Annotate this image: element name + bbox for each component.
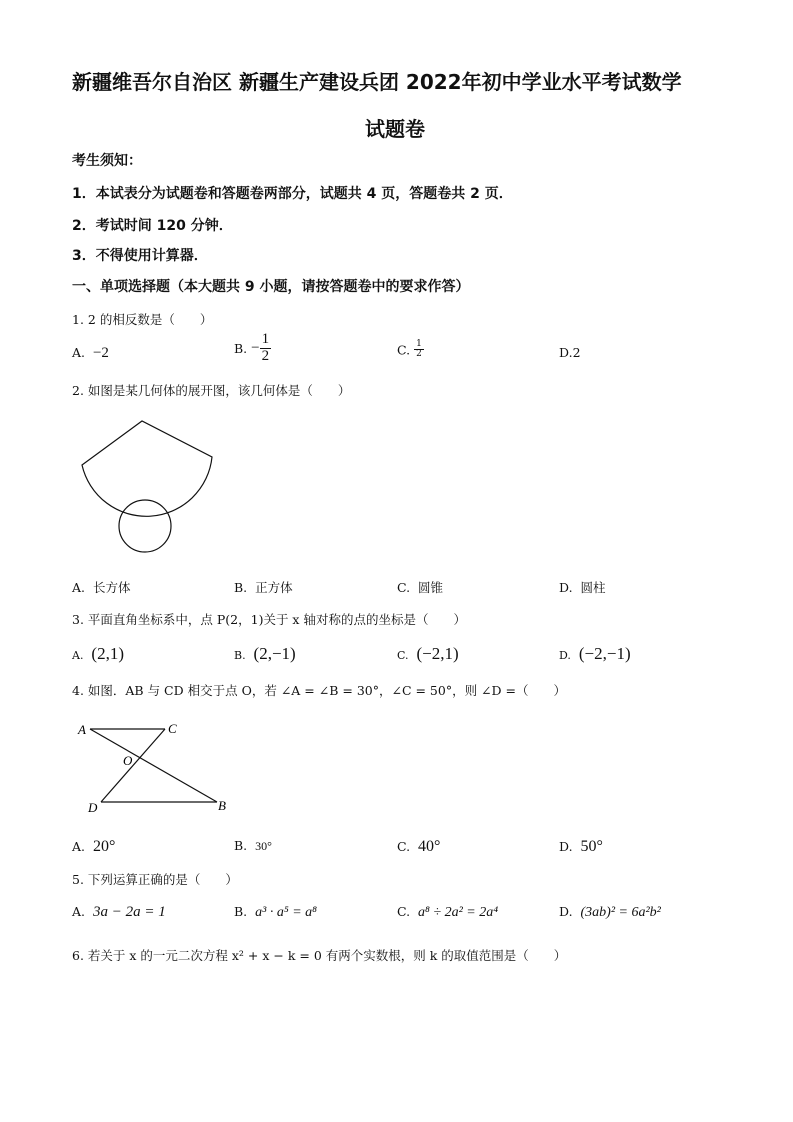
- question-3-stem: 3. 平面直角坐标系中，点 P(2，1)关于 x 轴对称的点的坐标是（ ）: [72, 612, 466, 627]
- question-3-option-c: C. (−2,1): [397, 644, 459, 663]
- question-1-option-b: B. − $\frac{1}{2}$: [234, 331, 270, 364]
- question-4-option-c: C. 40°: [397, 838, 441, 855]
- label-d: D: [88, 800, 98, 815]
- question-2-stem: 2. 如图是某几何体的展开图，该几何体是（ ）: [72, 383, 351, 398]
- question-3-option-a: A. (2,1): [72, 644, 124, 663]
- label-a: A: [78, 722, 86, 737]
- question-5-stem: 5. 下列运算正确的是（ ）: [72, 872, 238, 887]
- question-4-option-a: A. 20°: [72, 838, 116, 855]
- label-o: O: [123, 753, 133, 768]
- question-5-option-a: A. 3a − 2a = 1: [72, 904, 166, 920]
- page-title-line1: 新疆维吾尔自治区 新疆生产建设兵团 2022年初中学业水平考试数学: [72, 70, 682, 94]
- question-2-option-b: B. 正方体: [234, 580, 293, 595]
- question-1-stem: 1. 2 的相反数是（ ）: [72, 312, 213, 327]
- question-2-option-c: C. 圆锥: [397, 580, 444, 595]
- question-2-option-a: A. 长方体: [72, 580, 131, 595]
- question-2-option-d: D. 圆柱: [559, 580, 606, 595]
- section-heading: 一、单项选择题（本大题共 9 小题，请按答题卷中的要求作答）: [72, 279, 470, 295]
- notice-heading: 考生须知：: [72, 153, 142, 169]
- base-circle: [119, 500, 171, 552]
- segment-ab: [90, 729, 217, 802]
- question-6-stem: 6. 若关于 x 的一元二次方程 x² + x − k = 0 有两个实数根，则 k 的取值范围是（ ）: [72, 948, 567, 963]
- segment-cd: [101, 729, 165, 802]
- notice-item: 3．不得使用计算器．: [72, 248, 208, 264]
- intersecting-lines-figure: [72, 716, 242, 816]
- question-4-option-b: B. 30°: [234, 838, 272, 853]
- page-title-line2: 试题卷: [365, 117, 425, 141]
- question-4-option-d: D. 50°: [559, 838, 603, 855]
- question-1-option-c: C. $\frac{1}{2}$: [397, 339, 422, 360]
- question-3-option-d: D. (−2,−1): [559, 644, 631, 663]
- net-figure: [72, 415, 232, 560]
- question-5-option-b: B. a³ · a⁵ = a⁸: [234, 904, 318, 920]
- notice-item: 2．考试时间 120 分钟．: [72, 218, 233, 234]
- question-4-stem: 4. 如图．AB 与 CD 相交于点 O，若 ∠A = ∠B = 30°，∠C = 50°，则 ∠D =（ ）: [72, 683, 567, 698]
- sector-shape: [82, 421, 212, 516]
- fraction: $\frac{1}{2}$: [416, 339, 422, 360]
- question-1-option-d: D.2: [559, 345, 581, 360]
- fraction: $\frac{1}{2}$: [261, 331, 270, 364]
- label-c: C: [168, 721, 177, 736]
- notice-item: 1．本试表分为试题卷和答题卷两部分，试题共 4 页，答题卷共 2 页．: [72, 186, 513, 202]
- question-1-option-a: A. −2: [72, 345, 109, 361]
- label-b: B: [218, 798, 226, 813]
- question-5-option-c: C. a⁸ ÷ 2a² = 2a⁴: [397, 904, 499, 920]
- question-5-option-d: D. (3ab)² = 6a²b²: [559, 904, 661, 920]
- question-3-option-b: B. (2,−1): [234, 644, 296, 663]
